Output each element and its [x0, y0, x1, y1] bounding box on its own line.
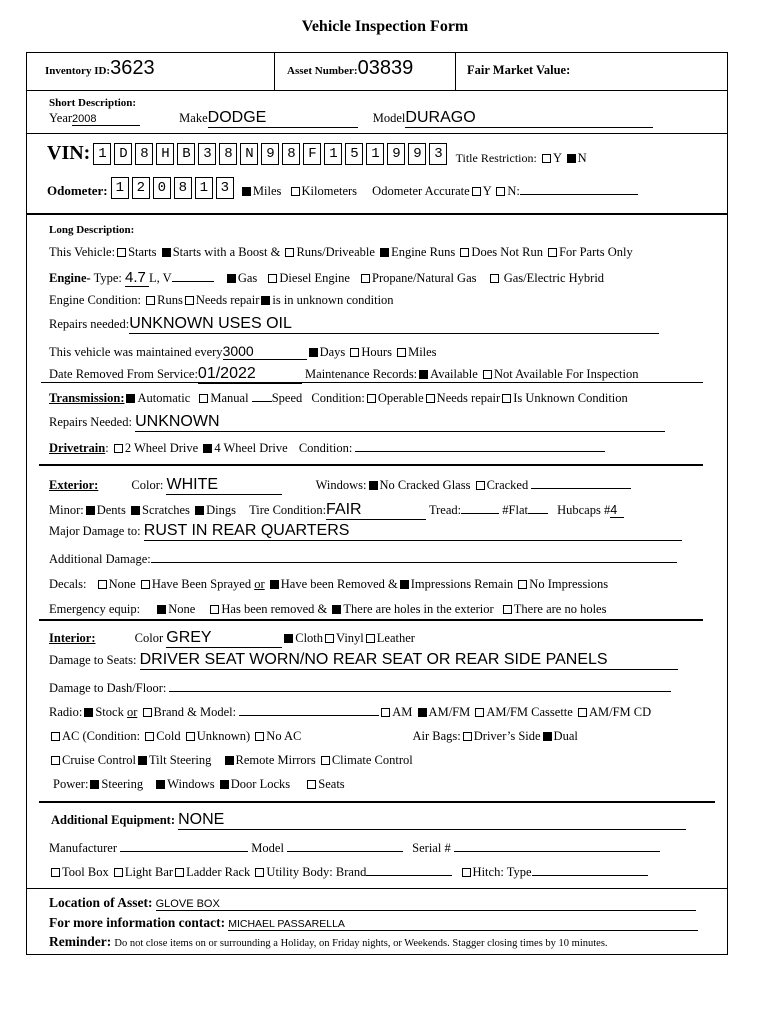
records-not-available-checkbox[interactable] [483, 370, 492, 379]
vin-label: VIN: [47, 142, 91, 164]
odometer-char-box[interactable]: 1 [195, 177, 213, 199]
vin-row [47, 142, 717, 166]
major-damage-label: Major Damage to: [49, 524, 141, 538]
vin-char-box[interactable]: B [177, 143, 195, 165]
manual-label: Manual [210, 391, 249, 405]
gas-checkbox[interactable] [227, 274, 236, 283]
engine-condition-label: Engine Condition: [49, 293, 142, 307]
repairs-needed-label: Repairs needed: [49, 317, 130, 331]
decals-label: Decals: [49, 577, 87, 591]
hubcaps-field[interactable]: 4 [610, 503, 624, 518]
am-label: AM [392, 705, 413, 719]
parts-checkbox[interactable] [548, 248, 557, 257]
not-available-label: Not Available For Inspection [493, 367, 639, 381]
cracked-label: Cracked [486, 478, 529, 492]
vin-char-box[interactable]: 8 [135, 143, 153, 165]
seats-damage-label: Damage to Seats: [49, 653, 137, 667]
engine-v-field[interactable] [172, 281, 214, 282]
none-label: None [168, 602, 196, 616]
ac-label: AC (Condition: [62, 729, 141, 743]
windows-label: Windows [167, 777, 215, 791]
model-label: Model [372, 111, 406, 125]
form-title: Vehicle Inspection Form [301, 18, 469, 35]
dents-checkbox[interactable] [86, 506, 95, 515]
trans-unknown-checkbox[interactable] [502, 394, 511, 403]
odometer-accurate-yes-checkbox[interactable] [472, 187, 481, 196]
cloth-checkbox[interactable] [284, 634, 293, 643]
divider [41, 382, 703, 383]
climate-checkbox[interactable] [321, 756, 330, 765]
vin-char-box[interactable]: 8 [219, 143, 237, 165]
cracked-checkbox[interactable] [476, 481, 485, 490]
engine-runs-cond-checkbox[interactable] [146, 296, 155, 305]
hitch-checkbox[interactable] [462, 868, 471, 877]
interior-color-field[interactable]: GREY [166, 629, 282, 648]
radio-label: Radio: [49, 705, 83, 719]
manufacturer-label: Manufacturer [49, 841, 118, 855]
toolbox-checkbox[interactable] [51, 868, 60, 877]
automatic-label: Automatic [137, 391, 191, 405]
decals-removed-checkbox[interactable] [270, 580, 279, 589]
brand-field[interactable] [239, 715, 379, 716]
em-removed-label: Has been removed & [221, 602, 328, 616]
vin-char-box[interactable]: F [303, 143, 321, 165]
holes-label: There are holes in the exterior [343, 602, 494, 616]
stock-checkbox[interactable] [84, 708, 93, 717]
drivers-side-label: Driver’s Side [473, 729, 541, 743]
type-label: Type: [93, 271, 122, 285]
cruise-label: Cruise Control [62, 753, 136, 767]
records-label: Maintenance Records: [305, 367, 418, 381]
cd-label: AM/FM CD [588, 705, 652, 719]
vin-char-box[interactable]: D [114, 143, 132, 165]
exterior-color-field[interactable]: WHITE [166, 476, 282, 495]
needs-repair-checkbox[interactable] [185, 296, 194, 305]
asset-label: Asset Number: [287, 65, 358, 77]
dual-label: Dual [553, 729, 578, 743]
no-cracked-label: No Cracked Glass [379, 478, 471, 492]
no-holes-checkbox[interactable] [503, 605, 512, 614]
records-available-checkbox[interactable] [419, 370, 428, 379]
divider [39, 464, 703, 466]
tire-condition-label: Tire Condition: [249, 503, 327, 517]
no-label: N [577, 151, 587, 166]
removed-label: Have been Removed & [280, 577, 398, 591]
no-ac-label: No AC [266, 729, 302, 743]
propane-label: Propane/Natural Gas [372, 271, 477, 285]
lightbar-checkbox[interactable] [114, 868, 123, 877]
unknown-label: Is Unknown Condition [513, 391, 628, 405]
steering-label: Steering [101, 777, 144, 791]
major-damage-field[interactable]: RUST IN REAR QUARTERS [144, 522, 682, 541]
inventory-label: Inventory ID: [45, 65, 111, 77]
tire-condition-field[interactable]: FAIR [326, 501, 426, 520]
unknown-condition-label: is in unknown condition [272, 293, 394, 307]
repairs-needed-field[interactable]: UNKNOWN USES OIL [129, 315, 659, 334]
hitch-label: Hitch: Type [472, 865, 532, 879]
vin-char-box[interactable]: 1 [366, 143, 384, 165]
color-label: Color [134, 631, 164, 645]
odometer-char-box[interactable]: 2 [132, 177, 150, 199]
days-label: Days [319, 345, 346, 359]
serial-label: Serial # [412, 841, 451, 855]
odometer-accurate-label: Odometer Accurate [372, 183, 470, 198]
days-checkbox[interactable] [309, 348, 318, 357]
odometer-char-box[interactable]: 8 [174, 177, 192, 199]
unknown-label: Unknown) [196, 729, 251, 743]
this-vehicle-label: This Vehicle: [49, 245, 116, 259]
miles-maint-checkbox[interactable] [397, 348, 406, 357]
title-restriction-no-checkbox[interactable] [567, 154, 576, 163]
operable-checkbox[interactable] [367, 394, 376, 403]
hybrid-label: Gas/Electric Hybrid [503, 271, 605, 285]
short-description-label: Short Description: [49, 97, 137, 109]
speed-label: Speed [271, 391, 303, 405]
vin-char-box[interactable]: 1 [93, 143, 111, 165]
interior-label: Interior: [49, 631, 96, 645]
cloth-label: Cloth [295, 631, 324, 645]
odometer-label: Odometer: [47, 182, 108, 198]
dents-label: Dents [96, 503, 126, 517]
yes-label: Y [552, 151, 562, 166]
condition-label: Condition: [311, 391, 365, 405]
divider [27, 133, 727, 134]
power-label: Power: [53, 777, 89, 791]
toolbox-label: Tool Box [62, 865, 109, 879]
engine-runs-checkbox[interactable] [380, 248, 389, 257]
decals-none-checkbox[interactable] [98, 580, 107, 589]
date-removed-label: Date Removed From Service: [49, 367, 198, 381]
leather-label: Leather [376, 631, 415, 645]
runs-checkbox[interactable] [285, 248, 294, 257]
no-impressions-checkbox[interactable] [518, 580, 527, 589]
divider [27, 888, 727, 889]
trans-repairs-field[interactable]: UNKNOWN [135, 413, 665, 432]
emergency-removed-checkbox[interactable] [210, 605, 219, 614]
odometer-char-box[interactable]: 1 [111, 177, 129, 199]
drivetrain-condition-field[interactable] [355, 451, 605, 452]
impressions-checkbox[interactable] [400, 580, 409, 589]
tilt-label: Tilt Steering [148, 753, 212, 767]
no-cracked-checkbox[interactable] [369, 481, 378, 490]
hours-label: Hours [361, 345, 392, 359]
brand-checkbox[interactable] [143, 708, 152, 717]
lightbar-label: Light Bar [124, 865, 174, 879]
odometer-char-box[interactable]: 0 [153, 177, 171, 199]
seats-damage-field[interactable]: DRIVER SEAT WORN/NO REAR SEAT OR REAR SIDE PANELS [140, 651, 678, 670]
additional-damage-label: Additional Damage: [49, 552, 151, 566]
amfm-label: AM/FM [428, 705, 471, 719]
hubcaps-label: Hubcaps # [557, 503, 611, 517]
tread-label: Tread: [428, 503, 462, 517]
not-run-label: Does Not Run [471, 245, 543, 259]
vin-char-box[interactable]: 8 [282, 143, 300, 165]
door-locks-checkbox[interactable] [220, 780, 229, 789]
vin-char-box[interactable]: 3 [429, 143, 447, 165]
vin-char-box[interactable]: H [156, 143, 174, 165]
ladder-label: Ladder Rack [186, 865, 251, 879]
dash-damage-field[interactable] [169, 691, 671, 692]
scratches-label: Scratches [142, 503, 190, 517]
divider [27, 213, 727, 215]
flat-label: #Flat [502, 503, 528, 517]
boost-checkbox[interactable] [162, 248, 171, 257]
available-label: Available [430, 367, 478, 381]
brand-label: Brand & Model: [153, 705, 237, 719]
stock-label: Stock [95, 705, 124, 719]
dings-label: Dings [206, 503, 236, 517]
or-label: or [126, 705, 138, 719]
cold-label: Cold [156, 729, 181, 743]
sprayed-label: Have Been Sprayed [151, 577, 252, 591]
title-restriction-label: Title Restriction: [455, 151, 537, 166]
mirrors-label: Remote Mirrors [235, 753, 316, 767]
windows-label: Windows: [315, 478, 367, 492]
vinyl-label: Vinyl [336, 631, 364, 645]
manual-checkbox[interactable] [199, 394, 208, 403]
power-windows-checkbox[interactable] [156, 780, 165, 789]
cassette-label: AM/FM Cassette [486, 705, 573, 719]
flat-field[interactable] [528, 513, 548, 514]
title-restriction-yes-checkbox[interactable] [542, 154, 551, 163]
power-seats-checkbox[interactable] [307, 780, 316, 789]
four-wheel-label: 4 Wheel Drive [214, 441, 288, 455]
vin-boxes [93, 145, 450, 162]
door-locks-label: Door Locks [230, 777, 291, 791]
utility-brand-field[interactable] [366, 875, 452, 876]
vin-char-box[interactable]: 9 [387, 143, 405, 165]
engine-runs-label: Engine Runs [391, 245, 456, 259]
kilometers-checkbox[interactable] [291, 187, 300, 196]
hybrid-checkbox[interactable] [490, 274, 499, 283]
diesel-label: Diesel Engine [279, 271, 350, 285]
miles-checkbox[interactable] [242, 187, 251, 196]
boost-label: Starts with a Boost & [172, 245, 281, 259]
vinyl-checkbox[interactable] [325, 634, 334, 643]
yes-label: Y [482, 183, 492, 198]
hours-checkbox[interactable] [350, 348, 359, 357]
runs-cond-label: Runs [157, 293, 183, 307]
no-ac-checkbox[interactable] [255, 732, 264, 741]
amfm-checkbox[interactable] [418, 708, 427, 717]
hitch-type-field[interactable] [532, 875, 648, 876]
exterior-label: Exterior: [49, 478, 99, 492]
odometer-boxes [111, 180, 237, 194]
divider [27, 90, 727, 91]
divider [39, 619, 703, 621]
model-label: Model [251, 841, 284, 855]
color-label: Color: [131, 478, 164, 492]
engine-label: Engine- [49, 271, 91, 285]
drivetrain-label: Drivetrain [49, 441, 106, 455]
date-removed-field[interactable]: 01/2022 [198, 365, 302, 384]
odometer-note-field[interactable] [520, 194, 638, 195]
make-label: Make [179, 111, 208, 125]
diesel-checkbox[interactable] [268, 274, 277, 283]
needs-repair-label: Needs repair [436, 391, 501, 405]
dash-damage-label: Damage to Dash/Floor: [49, 681, 167, 695]
inspection-form: Inventory ID:3623 Asset Number:03839 Fair Market Value: Short Description: Year2008 MakeDODGE ModelDURAGO VIN: 1 D 8 H B 3 8 N 9 8 F 1 5 1 9 9 3 Title Restriction: Y N Odometer: 1 2 0 8 1 3 Miles Kilometers Odometer Accurate Y N: Long Description: This Vehicle: Starts Starts with a Boost & Runs/Driveable Engine Runs Does Not Run For Parts Only Engine- Type: 4.7 L, V Gas Diesel Engine Propane/Natural Gas Gas/Electric Hybrid Engine Condition: Runs Needs repair is in unknown condition Repairs needed:UNKNOWN USES OIL This vehicle was maintained every3000 Days Hours Miles Date Removed From Service:01/2022 Maintenance Records: Available Not Available For Inspection Transmission: Automatic Manual Speed Condition: Operable Needs repair Is Unknown Condition Repairs Needed: UNKNOWN Drivetrain: 2 Wheel Drive 4 Wheel Drive Condition: Exterior: Color: WHITE Windows: No Cracked Glass Cracked Minor: Dents Scratches Dings Tire Condition:FAIR Tread: #Flat Hubcaps #4 Major Damage to: RUST IN REAR QUARTERS Additional Damage: Decals: None Have Been Sprayed or Have been Removed & Impressions Remain No Impressions Emergency equip: None Has been removed & There are holes in the exterior There are no holes Interior: Color GREY Cloth Vinyl Leather Damage to Seats: DRIVER SEAT WORN/NO REAR SEAT OR REAR SIDE PANELS Damage to Dash/Floor: Radio: Stock or Brand & Model: AM AM/FM AM/FM Cassette AM/FM CD AC (Condition: Cold Unknown) No AC Air Bags: Driver’s Side Dual Cruise Control Tilt Steering Remote Mirrors Climate Control Power: Steering Windows Door Locks Seats Additional Equipment: NONE Manufacturer Model Serial # Tool Box Light Bar Ladder Rack Utility Body: Brand Hitch: Type Location of Asset: GLOVE BOX For more information contact: MICHAEL PASSARELLA Reminder: Do not close items on or surrounding a Holiday, on Friday nights, or Weekends. Stagger closing times by 10 minutes. [26, 52, 728, 955]
parts-label: For Parts Only [559, 245, 633, 259]
maintained-label: This vehicle was maintained every [49, 345, 223, 359]
starts-checkbox[interactable] [117, 248, 126, 257]
engine-type-field[interactable]: 4.7 [125, 269, 149, 287]
dual-checkbox[interactable] [543, 732, 552, 741]
sprayed-checkbox[interactable] [141, 580, 150, 589]
long-description-label: Long Description: [49, 224, 135, 236]
airbags-label: Air Bags: [412, 729, 461, 743]
climate-label: Climate Control [331, 753, 413, 767]
equipment-model-field[interactable] [287, 851, 403, 852]
starts-label: Starts [128, 245, 157, 259]
trans-needs-repair-checkbox[interactable] [426, 394, 435, 403]
tread-field[interactable] [461, 513, 499, 514]
tilt-checkbox[interactable] [138, 756, 147, 765]
additional-equipment-field[interactable]: NONE [178, 811, 686, 830]
scratches-checkbox[interactable] [131, 506, 140, 515]
am-checkbox[interactable] [381, 708, 390, 717]
make-field[interactable]: DODGE [208, 109, 358, 128]
cruise-checkbox[interactable] [51, 756, 60, 765]
propane-checkbox[interactable] [361, 274, 370, 283]
no-label: N: [507, 183, 520, 198]
runs-label: Runs/Driveable [296, 245, 375, 259]
miles-label: Miles [252, 183, 282, 198]
impressions-label: Impressions Remain [410, 577, 514, 591]
trans-repairs-label: Repairs Needed: [49, 415, 132, 429]
speed-field[interactable] [252, 401, 272, 402]
reminder-label: Reminder: [49, 934, 112, 949]
steering-checkbox[interactable] [90, 780, 99, 789]
none-label: None [108, 577, 136, 591]
vin-char-box[interactable]: 9 [261, 143, 279, 165]
automatic-checkbox[interactable] [126, 394, 135, 403]
vin-char-box[interactable]: N [240, 143, 258, 165]
vin-char-box[interactable]: 3 [198, 143, 216, 165]
transmission-label: Transmission: [49, 391, 125, 405]
location-field[interactable]: GLOVE BOX [156, 898, 696, 911]
drivers-side-checkbox[interactable] [463, 732, 472, 741]
cracked-field[interactable] [531, 488, 631, 489]
cd-checkbox[interactable] [578, 708, 587, 717]
ladder-checkbox[interactable] [175, 868, 184, 877]
no-holes-label: There are no holes [513, 602, 607, 616]
mirrors-checkbox[interactable] [225, 756, 234, 765]
minor-label: Minor: [49, 503, 84, 517]
fair-market-value-label: Fair Market Value: [467, 63, 571, 77]
vin-char-box[interactable]: 1 [324, 143, 342, 165]
reminder-text: Do not close items on or surrounding a Holiday, on Friday nights, or Weekends. Stagger closing times by 10 minutes. [114, 938, 608, 949]
condition-label: Condition: [298, 441, 353, 455]
maintained-field[interactable]: 3000 [223, 343, 307, 360]
utility-checkbox[interactable] [255, 868, 264, 877]
odometer-char-box[interactable]: 3 [216, 177, 234, 199]
additional-equipment-label: Additional Equipment: [51, 813, 175, 827]
serial-field[interactable] [454, 851, 660, 852]
two-wheel-label: 2 Wheel Drive [124, 441, 199, 455]
four-wheel-checkbox[interactable] [203, 444, 212, 453]
kilometers-label: Kilometers [301, 183, 358, 198]
gas-label: Gas [237, 271, 258, 285]
inventory-value[interactable]: 3623 [110, 57, 155, 79]
lv-label: L, V [149, 271, 172, 285]
holes-checkbox[interactable] [332, 605, 341, 614]
year-label: Year [49, 111, 73, 125]
cold-checkbox[interactable] [145, 732, 154, 741]
emergency-equip-label: Emergency equip: [49, 602, 141, 616]
ac-checkbox[interactable] [51, 732, 60, 741]
operable-label: Operable [377, 391, 424, 405]
not-run-checkbox[interactable] [460, 248, 469, 257]
vin-char-box[interactable]: 5 [345, 143, 363, 165]
leather-checkbox[interactable] [366, 634, 375, 643]
vin-char-box[interactable]: 9 [408, 143, 426, 165]
no-impressions-label: No Impressions [529, 577, 609, 591]
odometer-accurate-no-checkbox[interactable] [496, 187, 505, 196]
odometer-row [47, 177, 717, 199]
two-wheel-checkbox[interactable] [114, 444, 123, 453]
utility-label: Utility Body: Brand [266, 865, 367, 879]
divider [39, 801, 715, 803]
seats-label: Seats [318, 777, 345, 791]
location-label: Location of Asset: [49, 895, 153, 910]
or-label: or [254, 577, 265, 591]
miles-label: Miles [408, 345, 437, 359]
contact-field[interactable]: MICHAEL PASSARELLA [228, 918, 698, 931]
emergency-none-checkbox[interactable] [157, 605, 166, 614]
unknown-condition-checkbox[interactable] [261, 296, 270, 305]
model-field[interactable]: DURAGO [405, 109, 653, 128]
asset-value[interactable]: 03839 [357, 57, 414, 79]
cassette-checkbox[interactable] [475, 708, 484, 717]
contact-label: For more information contact: [49, 915, 226, 930]
needs-repair-label: Needs repair [195, 293, 260, 307]
dings-checkbox[interactable] [195, 506, 204, 515]
year-field[interactable]: 2008 [72, 113, 140, 126]
additional-damage-field[interactable] [151, 562, 677, 563]
ac-unknown-checkbox[interactable] [186, 732, 195, 741]
manufacturer-field[interactable] [120, 851, 248, 852]
